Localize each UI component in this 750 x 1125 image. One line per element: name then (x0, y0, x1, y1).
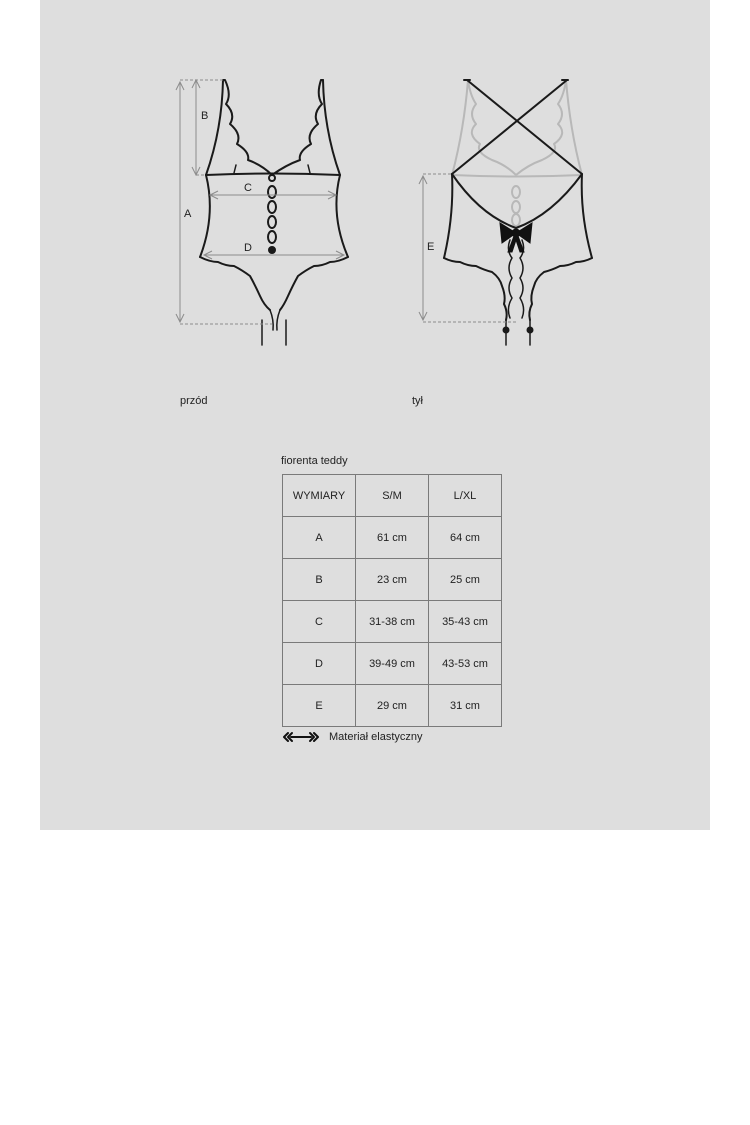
front-view-drawing (200, 80, 348, 345)
table-cell: 64 cm (429, 517, 502, 559)
table-row (283, 517, 502, 559)
table-header-cell: WYMIARY (283, 475, 356, 517)
table-cell: 35-43 cm (429, 601, 502, 643)
table-cell: C (283, 601, 356, 643)
table-cell: A (283, 517, 356, 559)
table-cell: 39-49 cm (356, 643, 429, 685)
dimension-c-label: C (244, 182, 252, 194)
table-cell: 43-53 cm (429, 643, 502, 685)
back-view-label: tył (412, 395, 423, 407)
table-header-row (283, 475, 502, 517)
table-row (283, 601, 502, 643)
table-cell: 31 cm (429, 685, 502, 727)
dimension-e-label: E (427, 241, 435, 253)
table-row (283, 685, 502, 727)
table-header-cell: S/M (356, 475, 429, 517)
dimension-b-label: B (201, 110, 209, 122)
table-cell: 61 cm (356, 517, 429, 559)
front-view-label: przód (180, 395, 208, 407)
dimension-d-label: D (244, 242, 252, 254)
table-cell: D (283, 643, 356, 685)
back-view-ghost-front (452, 80, 582, 226)
table-cell: 31-38 cm (356, 601, 429, 643)
table-cell: B (283, 559, 356, 601)
legend-text: Materiał elastyczny (329, 731, 423, 743)
garment-diagrams (40, 0, 710, 380)
product-sheet-panel (40, 0, 710, 830)
garment-drawing (40, 0, 710, 380)
elastic-arrow-icon (283, 731, 319, 743)
size-table (282, 474, 502, 727)
table-cell: 23 cm (356, 559, 429, 601)
product-name: fiorenta teddy (281, 455, 348, 467)
table-cell: 29 cm (356, 685, 429, 727)
dimension-a-label: A (184, 208, 192, 220)
table-header-cell: L/XL (429, 475, 502, 517)
legend (283, 731, 423, 743)
table-cell: E (283, 685, 356, 727)
table-cell: 25 cm (429, 559, 502, 601)
table-row (283, 643, 502, 685)
table-row (283, 559, 502, 601)
